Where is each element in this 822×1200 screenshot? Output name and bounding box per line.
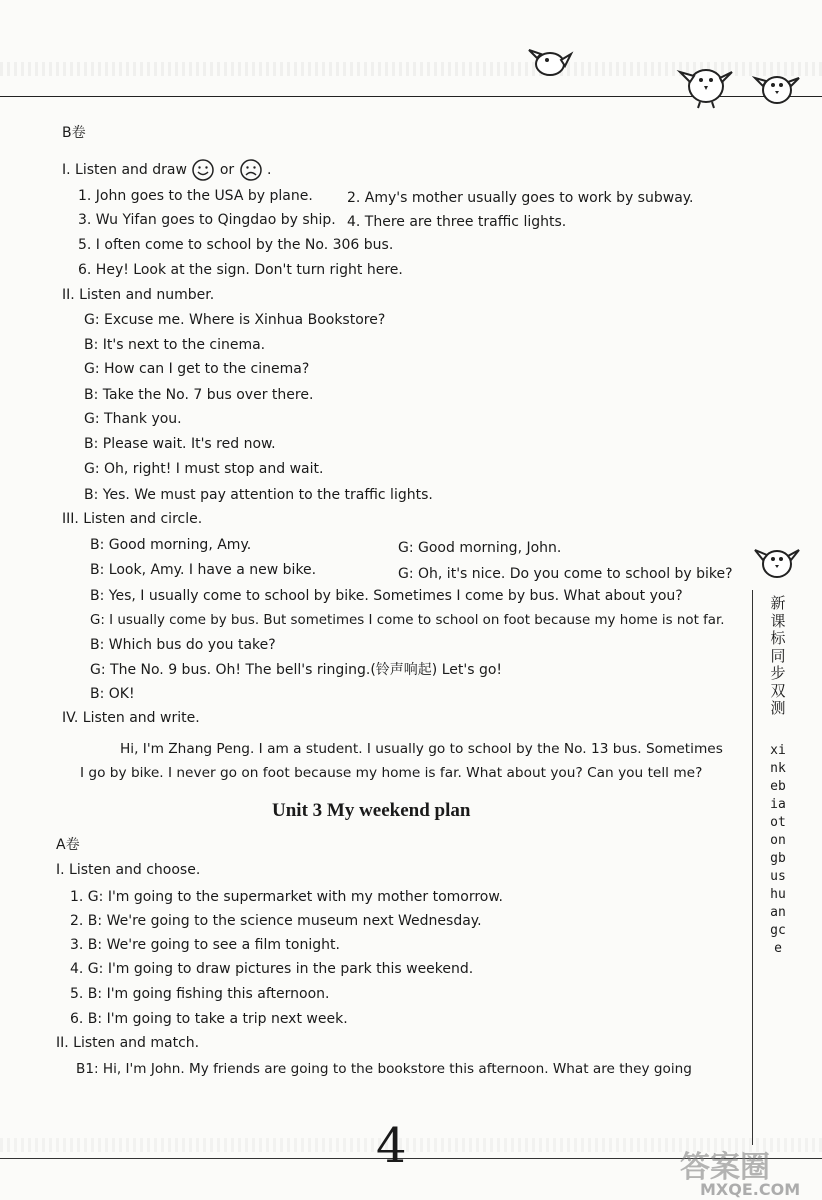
question-title: II. Listen and match. (56, 1035, 200, 1051)
list-item: 2. B: We're going to the science museum next Wednesday. (70, 913, 482, 929)
bird-icon (525, 40, 575, 80)
passage-line: I go by bike. I never go on foot because my home is far. What about you? Can you tell me? (80, 765, 703, 781)
question-title: II. Listen and number. (62, 287, 215, 303)
sad-face-icon (239, 158, 263, 182)
question-title-or: or (219, 162, 235, 178)
dialogue-line: G: The No. 9 bus. Oh! The bell's ringing.(铃声响起) Let's go! (90, 662, 503, 678)
list-item: 2. Amy's mother usually goes to work by subway. (347, 190, 694, 206)
dialogue-line: B: Look, Amy. I have a new bike. (90, 562, 317, 578)
section-label-b: B卷 (62, 125, 86, 141)
list-item: 5. I often come to school by the No. 306 bus. (78, 237, 394, 253)
watermark-url: MXQE.COM (700, 1180, 801, 1199)
dialogue-line: B: Yes, I usually come to school by bike. Sometimes I come by bus. What about you? (90, 588, 683, 604)
question-title: III. Listen and circle. (62, 511, 203, 527)
list-item: 6. B: I'm going to take a trip next week. (70, 1011, 348, 1027)
dialogue-line: G: Excuse me. Where is Xinhua Bookstore? (84, 312, 386, 328)
watermark: 答案圈 (680, 1150, 770, 1185)
dialogue-line: G: Oh, right! I must stop and wait. (84, 461, 324, 477)
bird-icon (752, 538, 802, 584)
dialogue-line: B: Good morning, Amy. (90, 537, 252, 553)
list-item: 4. G: I'm going to draw pictures in the park this weekend. (70, 961, 474, 977)
sidebar-pinyin: xinkebiaotongbushuangce (770, 743, 786, 956)
dialogue-line: B: Please wait. It's red now. (84, 436, 276, 452)
passage-line: Hi, I'm Zhang Peng. I am a student. I usually go to school by the No. 13 bus. Sometimes (120, 741, 723, 757)
dialogue-line: B: OK! (90, 686, 135, 702)
dialogue-line: G: Thank you. (84, 411, 182, 427)
bird-icon (752, 66, 802, 110)
dialogue-line: G: Good morning, John. (398, 540, 562, 556)
list-item: 5. B: I'm going fishing this afternoon. (70, 986, 330, 1002)
list-item: 3. Wu Yifan goes to Qingdao by ship. (78, 212, 336, 228)
page-number: 4 (376, 1118, 407, 1174)
dialogue-line: B: Yes. We must pay attention to the traffic lights. (84, 487, 433, 503)
question-heading (62, 158, 272, 182)
list-item: 1. John goes to the USA by plane. (78, 188, 313, 204)
unit-title: Unit 3 My weekend plan (272, 800, 471, 821)
list-item: 6. Hey! Look at the sign. Don't turn right here. (78, 262, 403, 278)
question-title: IV. Listen and write. (62, 710, 200, 726)
dialogue-line: B: Take the No. 7 bus over there. (84, 387, 314, 403)
dialogue-line: B: Which bus do you take? (90, 637, 276, 653)
dialogue-line: B1: Hi, I'm John. My friends are going to the bookstore this afternoon. What are they going (76, 1061, 692, 1077)
sidebar-rule (752, 590, 753, 1145)
dialogue-line: G: I usually come by bus. But sometimes I come to school on foot because my home is not far. (90, 613, 725, 628)
smiley-face-icon (191, 158, 215, 182)
dialogue-line: G: How can I get to the cinema? (84, 361, 310, 377)
dialogue-line: B: It's next to the cinema. (84, 337, 266, 353)
list-item: 3. B: We're going to see a film tonight. (70, 937, 340, 953)
dialogue-line: G: Oh, it's nice. Do you come to school by bike? (398, 566, 733, 582)
list-item: 4. There are three traffic lights. (347, 214, 567, 230)
list-item: 1. G: I'm going to the supermarket with my mother tomorrow. (70, 889, 503, 905)
question-title-end: . (267, 162, 272, 178)
section-label-a: A卷 (56, 837, 80, 853)
question-title: I. Listen and choose. (56, 862, 201, 878)
bird-icon (676, 58, 736, 110)
sidebar-title: 新课标同步双测 (770, 594, 786, 717)
question-title: I. Listen and draw (62, 162, 187, 178)
